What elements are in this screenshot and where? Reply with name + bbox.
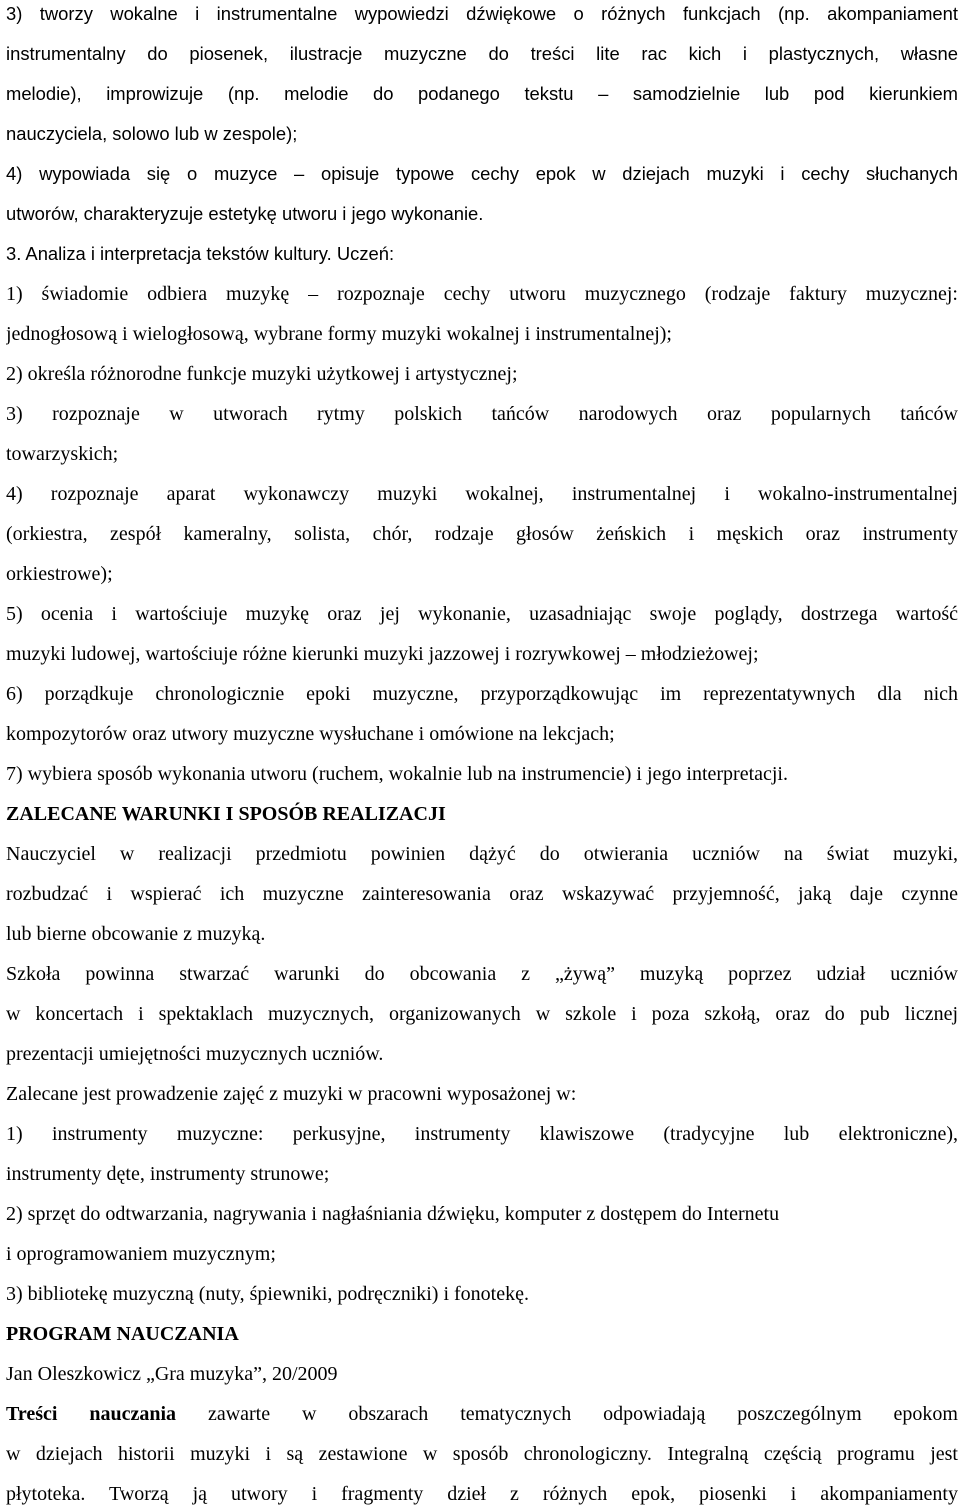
text-line: jednogłosową i wielogłosową, wybrane formy muzyki wokalnej i instrumentalnej);	[6, 323, 672, 345]
text-line: 4) rozpoznaje aparat wykonawczy muzyki wokalnej, instrumentalnej i wokalno-instrumentalnej	[6, 483, 958, 505]
section-heading: PROGRAM NAUCZANIA	[6, 1323, 239, 1345]
text-line: 3) rozpoznaje w utworach rytmy polskich tańców narodowych oraz popularnych tańców	[6, 403, 958, 425]
text-line: prezentacji umiejętności muzycznych uczniów.	[6, 1043, 384, 1065]
text-line: Nauczyciel w realizacji przedmiotu powinien dążyć do otwierania uczniów na świat muzyki,	[6, 843, 958, 865]
section-heading: ZALECANE WARUNKI I SPOSÓB REALIZACJI	[6, 803, 446, 825]
text-line: utworów, charakteryzuje estetykę utworu i jego wykonanie.	[6, 203, 484, 224]
text-line: orkiestrowe);	[6, 563, 113, 585]
text-line: instrumentalny do piosenek, ilustracje muzyczne do treści lite rac kich i plastycznych, własne	[6, 43, 958, 64]
text-line: (orkiestra, zespół kameralny, solista, chór, rodzaje głosów żeńskich i męskich oraz instrumenty	[6, 523, 958, 545]
text-line: kompozytorów oraz utwory muzyczne wysłuchane i omówione na lekcjach;	[6, 723, 615, 745]
text-line: rozbudzać i wspierać ich muzyczne zainteresowania oraz wskazywać przyjemność, jaką daje czynne	[6, 883, 958, 905]
text-span: zawarte w obszarach tematycznych odpowiadają poszczególnym epokom	[176, 1403, 958, 1425]
text-line: 2) określa różnorodne funkcje muzyki użytkowej i artystycznej;	[6, 363, 518, 385]
text-line: płytoteka. Tworzą ją utwory i fragmenty dzieł z różnych epok, piosenki i akompaniamenty	[6, 1483, 958, 1505]
section-heading: 3. Analiza i interpretacja tekstów kultury. Uczeń:	[6, 243, 395, 264]
text-line: i oprogramowaniem muzycznym;	[6, 1243, 276, 1265]
text-line: lub bierne obcowanie z muzyką.	[6, 923, 266, 945]
text-line: towarzyskich;	[6, 443, 119, 465]
text-line: 3) tworzy wokalne i instrumentalne wypowiedzi dźwiękowe o różnych funkcjach (np. akompaniament	[6, 3, 958, 24]
bold-term: Treści nauczania	[6, 1403, 177, 1425]
text-line: 5) ocenia i wartościuje muzykę oraz jej wykonanie, uzasadniając swoje poglądy, dostrzega wartość	[6, 603, 958, 625]
text-line: 7) wybiera sposób wykonania utworu (ruchem, wokalnie lub na instrumencie) i jego interpretacji.	[6, 763, 788, 785]
text-line: melodie), improwizuje (np. melodie do podanego tekstu – samodzielnie lub pod kierunkiem	[6, 83, 958, 104]
text-line: 1) instrumenty muzyczne: perkusyjne, instrumenty klawiszowe (tradycyjne lub elektroniczne),	[6, 1123, 958, 1145]
program-reference: Jan Oleszkowicz „Gra muzyka”, 20/2009	[6, 1363, 338, 1385]
text-line: muzyki ludowej, wartościuje różne kierunki muzyki jazzowej i rozrywkowej – młodzieżowej;	[6, 643, 759, 665]
text-line: 6) porządkuje chronologicznie epoki muzyczne, przyporządkowując im reprezentatywnych dla nich	[6, 683, 958, 705]
text-line: Szkoła powinna stwarzać warunki do obcowania z „żywą” muzyką poprzez udział uczniów	[6, 963, 958, 985]
text-line: w koncertach i spektaklach muzycznych, organizowanych w szkole i poza szkołą, oraz do pub licznej	[6, 1003, 958, 1025]
text-line: 3) bibliotekę muzyczną (nuty, śpiewniki, podręczniki) i fonotekę.	[6, 1283, 529, 1305]
text-line: 4) wypowiada się o muzyce – opisuje typowe cechy epok w dziejach muzyki i cechy słuchanych	[6, 163, 958, 184]
text-line: 1) świadomie odbiera muzykę – rozpoznaje cechy utworu muzycznego (rodzaje faktury muzycznej:	[6, 283, 958, 305]
text-line: nauczyciela, solowo lub w zespole);	[6, 123, 298, 144]
text-line: 2) sprzęt do odtwarzania, nagrywania i nagłaśniania dźwięku, komputer z dostępem do Internetu	[6, 1203, 780, 1225]
text-line: instrumenty dęte, instrumenty strunowe;	[6, 1163, 330, 1185]
text-line: Zalecane jest prowadzenie zajęć z muzyki w pracowni wyposażonej w:	[6, 1083, 577, 1105]
text-line: w dziejach historii muzyki i są zestawione w sposób chronologiczny. Integralną częścią programu jest	[6, 1443, 958, 1465]
text-line	[6, 1402, 958, 1426]
